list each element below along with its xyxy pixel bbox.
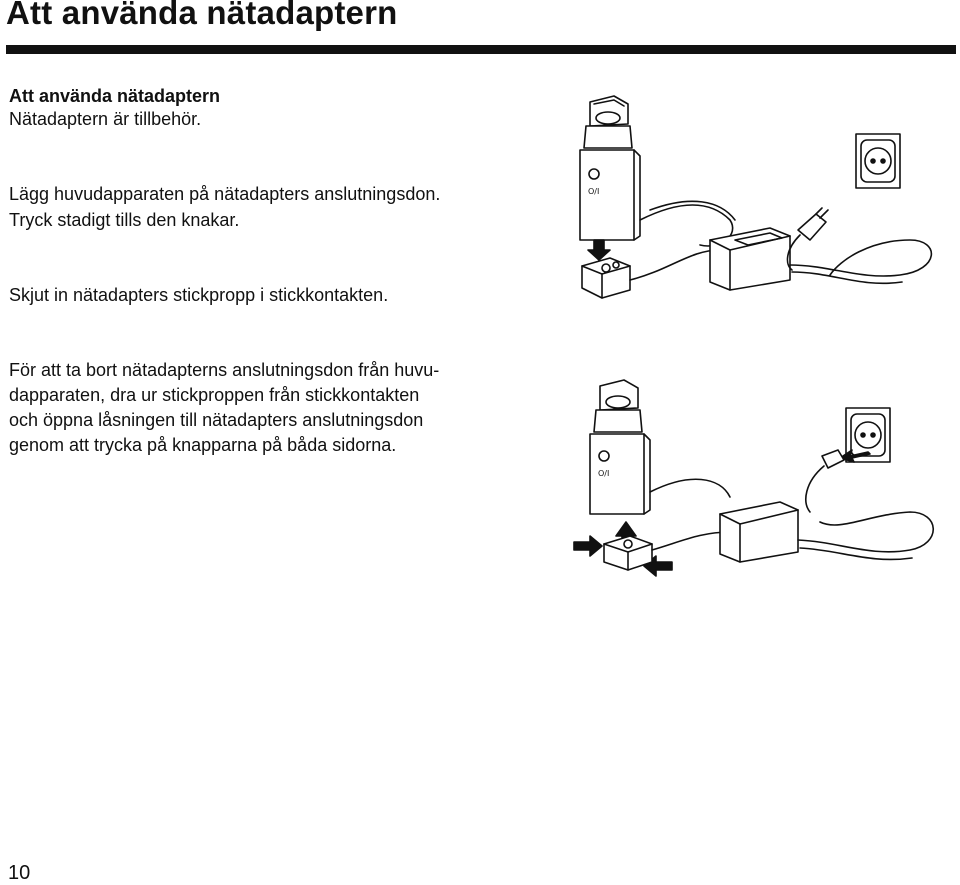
- page-number: 10: [8, 862, 31, 884]
- removal-line1: För att ta bort nätadapterns anslutningsdon från huvu-: [9, 360, 440, 380]
- removal-line3: och öppna låsningen till nätadapters anslutningsdon: [9, 410, 424, 430]
- svg-text:O/I: O/I: [588, 187, 600, 196]
- step1-line2: Tryck stadigt tills den knakar.: [9, 210, 240, 230]
- arrow-down-icon: [588, 240, 610, 260]
- nebulizer-device-icon: [580, 96, 640, 240]
- power-adapter-icon: [720, 502, 798, 562]
- removal-line4: genom att trycka på knapparna på båda sidorna.: [9, 435, 397, 455]
- removal-line2: dapparaten, dra ur stickproppen från stickkontakten: [9, 385, 420, 405]
- accessory-note: Nätadaptern är tillbehör.: [9, 109, 202, 129]
- plug-icon: [806, 450, 844, 512]
- title-rule: [6, 45, 956, 54]
- arrow-right-icon: [574, 536, 602, 556]
- adapter-connector-icon: [582, 258, 630, 298]
- adapter-connector-icon: [604, 536, 652, 570]
- step1-line1: Lägg huvudapparaten på nätadapters anslutningsdon.: [9, 184, 441, 204]
- wall-socket-icon: [856, 134, 900, 188]
- svg-text:O/I: O/I: [598, 469, 610, 478]
- plug-icon: [787, 208, 828, 270]
- power-adapter-icon: [710, 228, 790, 290]
- remove-adapter-illustration: [570, 372, 940, 577]
- page-title: Att använda nätadaptern: [6, 0, 398, 31]
- section-subtitle: Att använda nätadaptern: [9, 86, 221, 106]
- attach-adapter-illustration: [570, 90, 940, 305]
- nebulizer-device-icon: [590, 380, 650, 514]
- step2-line1: Skjut in nätadapters stickpropp i stickkontakten.: [9, 285, 389, 305]
